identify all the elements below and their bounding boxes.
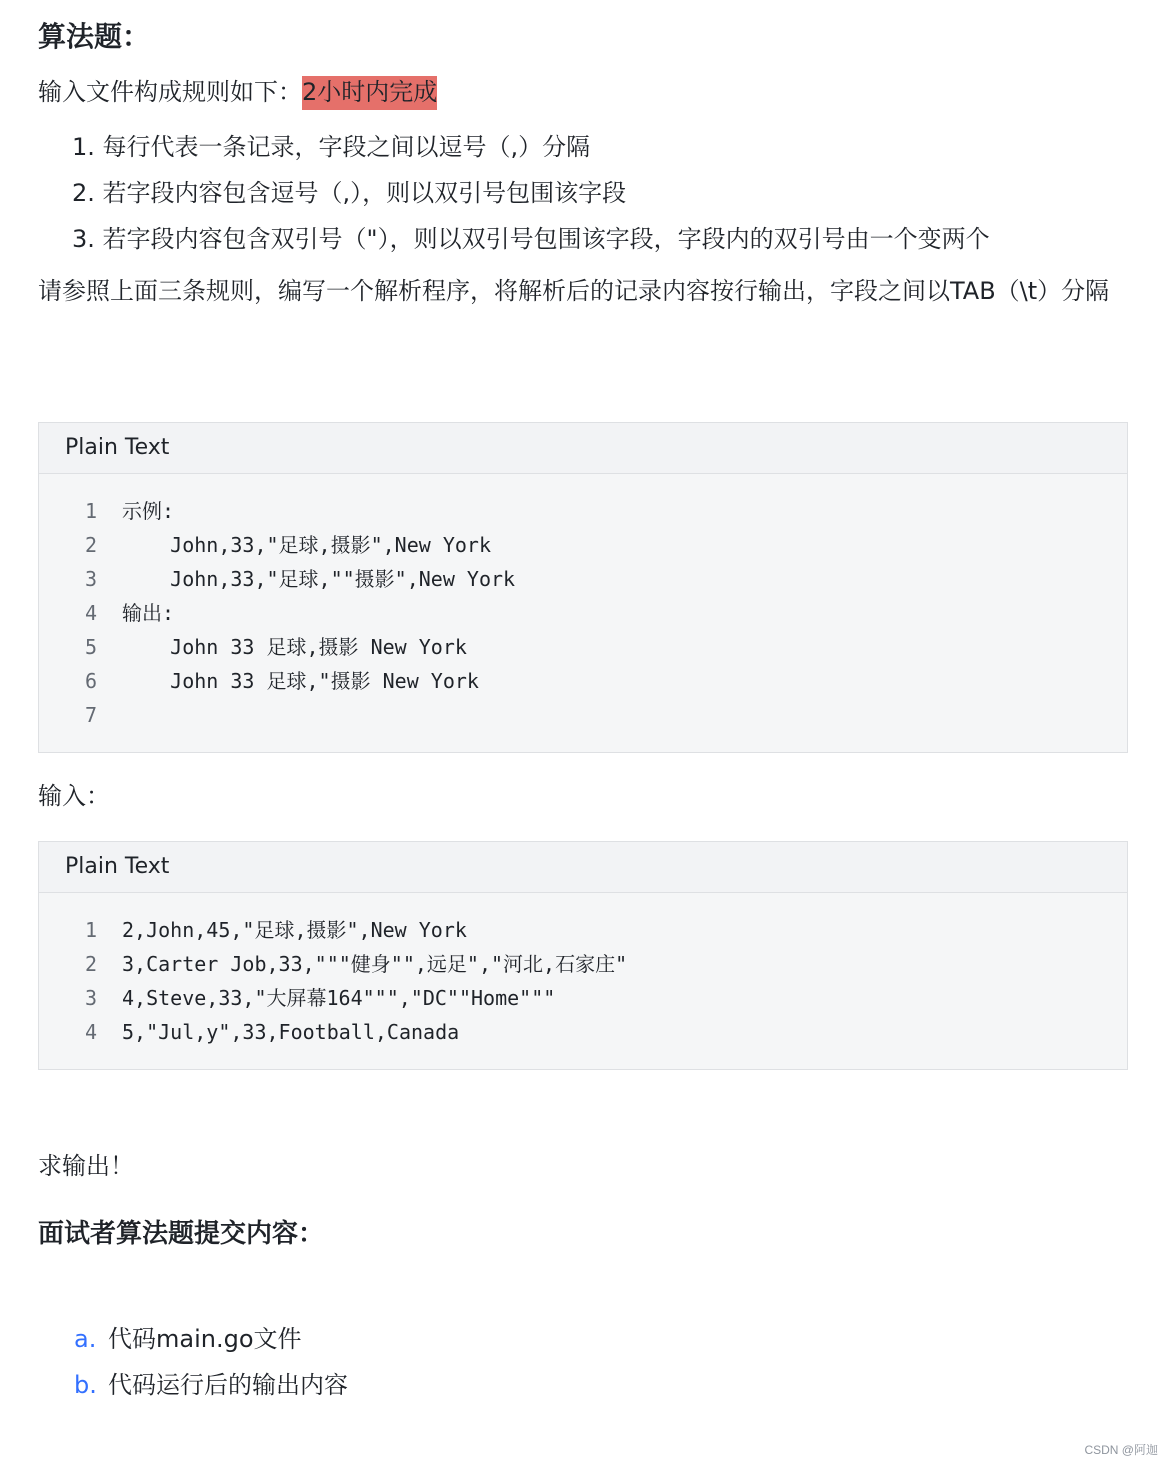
submission-item-text: 代码main.go文件 [108,1325,302,1353]
code-text: John 33 足球,摄影 New York [122,635,467,659]
code-block-body [39,474,1127,752]
code-text: John,33,"足球,""摄影",New York [122,567,516,591]
line-number: 3 [84,986,97,1010]
rule-item: 2. 若字段内容包含逗号（,），则以双引号包围该字段 [72,179,627,207]
code-text: 5,"Jul,y",33,Football,Canada [122,1020,460,1044]
code-line [39,664,1127,698]
line-number: 1 [84,499,97,523]
code-text: 输出: [122,601,175,625]
code-line [39,947,1127,981]
code-line [39,562,1127,596]
code-line [39,596,1127,630]
input-code-block[interactable] [38,841,1128,1070]
submission-item-text: 代码运行后的输出内容 [108,1371,348,1399]
time-limit-highlight: 2小时内完成 [302,76,437,110]
line-number: 4 [84,601,97,625]
submission-list [74,1316,348,1408]
code-block-body [39,893,1127,1069]
line-number: 2 [84,533,97,557]
code-block-language-label: Plain Text [39,423,1127,474]
code-line [39,698,1127,732]
code-line [39,981,1127,1015]
code-text: 4,Steve,33,"大屏幕164""","DC""Home""" [122,986,556,1010]
code-text: 3,Carter Job,33,"""健身"",远足","河北,石家庄" [122,952,628,976]
code-block-language-label: Plain Text [39,842,1127,893]
intro-line [38,72,437,112]
line-number: 7 [84,703,97,727]
code-line [39,1015,1127,1049]
line-number: 3 [84,567,97,591]
example-code-block[interactable] [38,422,1128,753]
submission-item [74,1362,348,1408]
rule-item: 1. 每行代表一条记录，字段之间以逗号（,）分隔 [72,133,591,161]
code-text: John,33,"足球,摄影",New York [122,533,491,557]
rule-item: 3. 若字段内容包含双引号（"），则以双引号包围该字段，字段内的双引号由一个变两个 [72,225,990,253]
ask-output-text: 求输出！ [38,1152,134,1180]
list-marker: b. [74,1371,97,1399]
page-title: 算法题： [38,20,151,53]
intro-text: 输入文件构成规则如下： [38,78,302,106]
line-number: 1 [84,918,97,942]
code-line [39,494,1127,528]
code-text: 示例: [122,499,175,523]
code-text: 2,John,45,"足球,摄影",New York [122,918,467,942]
line-number: 5 [84,635,97,659]
instruction-paragraph: 请参照上面三条规则，编写一个解析程序，将解析后的记录内容按行输出，字段之间以TAB（\t）分隔 [38,277,1110,305]
code-text: John 33 足球,"摄影 New York [122,669,479,693]
submission-item [74,1316,348,1362]
line-number: 6 [84,669,97,693]
input-label: 输入： [38,782,110,810]
line-number: 4 [84,1020,97,1044]
rules-list [72,124,990,262]
code-line [39,528,1127,562]
submission-title: 面试者算法题提交内容： [38,1219,325,1249]
line-number: 2 [84,952,97,976]
list-marker: a. [74,1325,97,1353]
code-line [39,913,1127,947]
code-line [39,630,1127,664]
watermark: CSDN @阿迦 [1084,1443,1158,1457]
